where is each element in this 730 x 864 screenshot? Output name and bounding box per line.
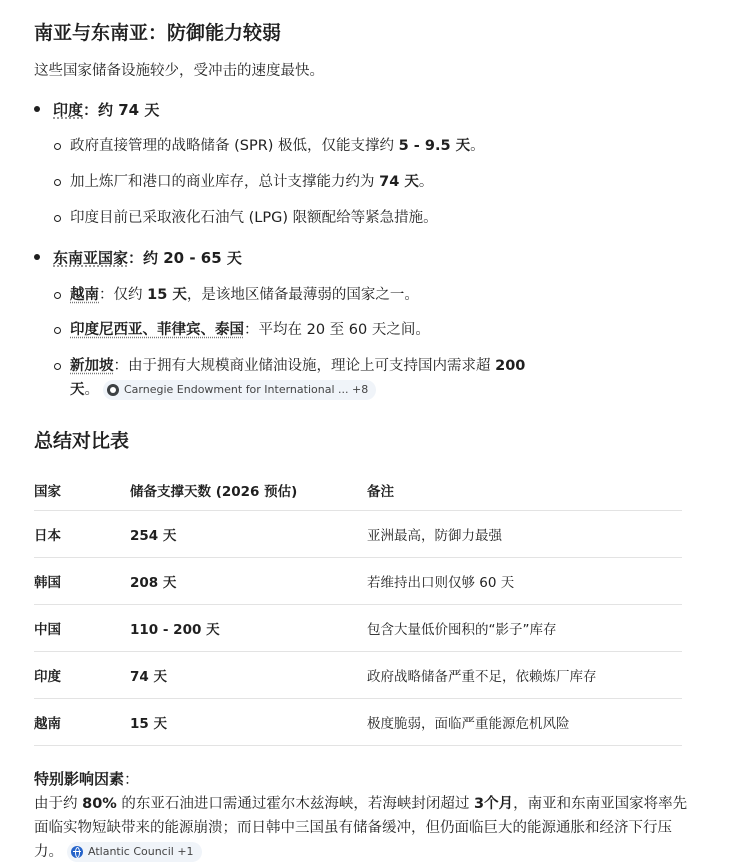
india-item-2 <box>54 170 594 194</box>
factors-heading <box>34 768 139 790</box>
chip-label: Carnegie Endowment for International ... <box>124 383 349 396</box>
sub-bullet-ring <box>54 327 61 334</box>
table-row <box>34 652 682 699</box>
bold-text: 天 <box>70 382 85 398</box>
chip-count: +8 <box>352 383 369 396</box>
factors-paragraph <box>34 792 694 864</box>
section-heading-summary: 总结对比表 <box>34 430 130 452</box>
text: 。 <box>84 382 99 398</box>
vietnam-name: 越南 <box>70 287 99 303</box>
text: ：平均在 20 至 60 天之间。 <box>244 322 430 338</box>
cell-days: 15 天 <box>130 699 367 746</box>
group-name: 印度尼西亚、菲律宾、泰国 <box>70 322 244 338</box>
bold-text: 15 天 <box>147 287 187 303</box>
table-row <box>34 605 682 652</box>
bullet-southeast-asia <box>34 247 242 269</box>
cell-days: 110 - 200 天 <box>130 605 367 652</box>
bold-text: 200 <box>495 358 526 374</box>
cell-note: 亚洲最高，防御力最强 <box>367 511 682 558</box>
source-chip-carnegie[interactable] <box>103 380 376 400</box>
text: 。 <box>470 138 485 154</box>
cell-note: 政府战略储备严重不足，依赖炼厂库存 <box>367 652 682 699</box>
cell-country: 日本 <box>34 511 130 558</box>
text: 。 <box>418 174 434 190</box>
globe-icon <box>71 846 83 858</box>
india-label: 印度 <box>53 101 84 119</box>
sea-item-singapore <box>54 354 594 402</box>
cell-country: 中国 <box>34 605 130 652</box>
text: 的东亚石油进口需通过霍尔木兹海峡，若海峡封闭超过 <box>116 796 475 812</box>
bold-text: 5 - 9.5 天 <box>398 138 471 154</box>
text: 政府直接管理的战略储备 (SPR) 极低，仅能支撑约 <box>70 138 399 154</box>
india-item-3 <box>54 206 594 230</box>
google-icon <box>107 384 119 396</box>
text: ：仅约 <box>99 287 148 303</box>
header-note: 备注 <box>367 470 682 511</box>
bullet-dot <box>34 254 40 260</box>
section-intro: 这些国家储备设施较少，受冲击的速度最快。 <box>34 63 324 79</box>
bullet-dot <box>34 106 40 112</box>
sea-item-group <box>54 318 594 342</box>
cell-days: 74 天 <box>130 652 367 699</box>
bold-text: 74 天 <box>379 174 419 190</box>
cell-days: 254 天 <box>130 511 367 558</box>
bold-text: 3个月 <box>474 796 514 812</box>
sea-item-vietnam <box>54 283 594 307</box>
comparison-table <box>34 470 682 746</box>
sea-days: ：约 20 - 65 天 <box>128 249 242 267</box>
cell-note: 包含大量低价囤积的“影子”库存 <box>367 605 682 652</box>
india-days: ：约 74 天 <box>83 101 160 119</box>
sea-label: 东南亚国家 <box>53 249 129 267</box>
sub-bullet-ring <box>54 143 61 150</box>
sub-bullet-ring <box>54 179 61 186</box>
text: 加上炼厂和港口的商业库存，总计支撑能力约为 <box>70 174 380 190</box>
sub-bullet-ring <box>54 292 61 299</box>
chip-count: +1 <box>177 845 194 858</box>
cell-country: 越南 <box>34 699 130 746</box>
india-item-1 <box>54 134 594 158</box>
cell-note: 若维持出口则仅够 60 天 <box>367 558 682 605</box>
header-country: 国家 <box>34 470 130 511</box>
chip-label: Atlantic Council <box>88 845 174 858</box>
sub-bullet-ring <box>54 215 61 222</box>
factors-label: 特别影响因素 <box>34 770 125 788</box>
header-days: 储备支撑天数 (2026 预估) <box>130 470 367 511</box>
bullet-india <box>34 99 159 121</box>
text: ，南亚和东南亚国家将率先面临实物短缺带来的能源崩溃；而日韩中三国虽有储备缓冲，但仍面临巨大的能源通胀和经济下行压力。 <box>34 796 688 860</box>
table-header-row <box>34 470 682 511</box>
cell-days: 208 天 <box>130 558 367 605</box>
table-row <box>34 511 682 558</box>
text: 印度目前已采取液化石油气 (LPG) 限额配给等紧急措施。 <box>70 210 438 226</box>
cell-country: 印度 <box>34 652 130 699</box>
text: ： <box>124 770 140 788</box>
table-row <box>34 558 682 605</box>
source-chip-atlantic-council[interactable] <box>67 842 202 862</box>
singapore-name: 新加坡 <box>70 358 114 374</box>
section-heading-south-asia: 南亚与东南亚：防御能力较弱 <box>34 22 282 44</box>
text: 由于约 <box>34 796 83 812</box>
table-row <box>34 699 682 746</box>
text: ，是该地区储备最薄弱的国家之一。 <box>186 287 419 303</box>
bold-text: 80% <box>82 796 117 812</box>
sub-bullet-ring <box>54 363 61 370</box>
cell-note: 极度脆弱，面临严重能源危机风险 <box>367 699 682 746</box>
text: ：由于拥有大规模商业储油设施，理论上可支持国内需求超 <box>113 358 496 374</box>
cell-country: 韩国 <box>34 558 130 605</box>
